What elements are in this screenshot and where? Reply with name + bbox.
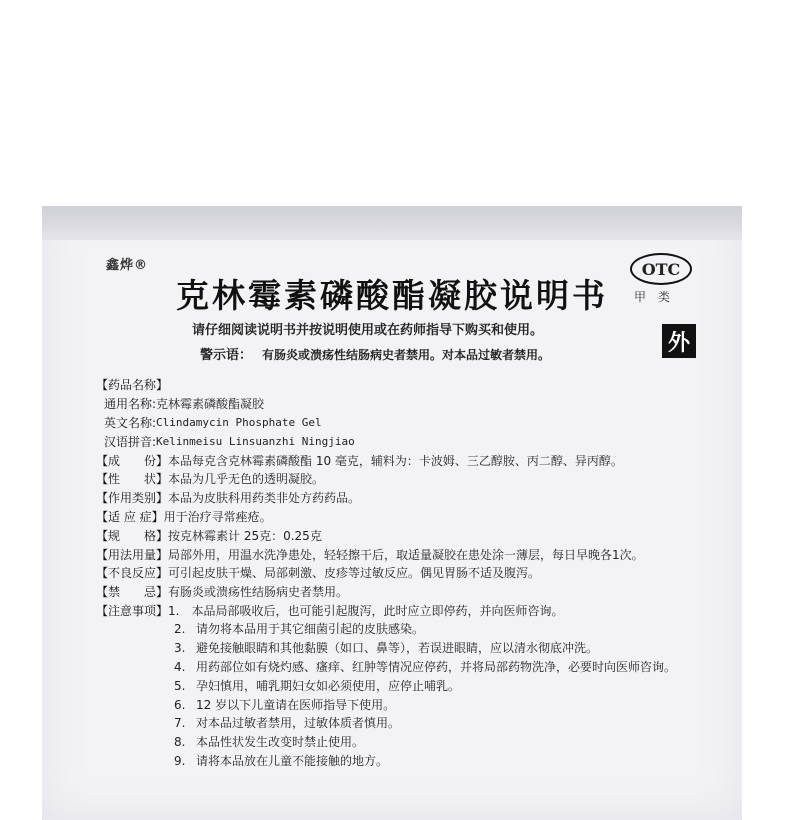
info-label: 【禁 忌】	[96, 585, 169, 600]
info-label: 通用名称:	[104, 397, 157, 412]
precaution-item	[174, 639, 736, 658]
info-row	[96, 564, 736, 583]
precaution-item	[174, 752, 736, 771]
document-title: 克林霉素磷酸酯凝胶说明书	[176, 276, 608, 315]
info-value: 可引起皮肤干燥、局部刺激、皮疹等过敏反应。偶见胃肠不适及腹泻。	[168, 566, 541, 581]
warning-label: 警示语：	[200, 348, 253, 363]
precaution-item	[174, 658, 736, 677]
info-row	[96, 395, 736, 414]
info-label: 【药品名称】	[96, 378, 169, 393]
precaution-item	[174, 677, 736, 696]
info-value: 按克林霉素计 25克：0.25克	[168, 528, 322, 543]
info-value: 有肠炎或溃疡性结肠病史者禁用。	[168, 585, 349, 600]
precaution-text: 对本品过敏者禁用，过敏体质者慎用。	[196, 716, 401, 731]
precaution-item	[174, 714, 736, 733]
warning-text: 有肠炎或溃疡性结肠病史者禁用。对本品过敏者禁用。	[262, 348, 551, 362]
info-row	[96, 602, 736, 621]
precaution-text: 请将本品放在儿童不能接触的地方。	[196, 753, 389, 768]
precaution-text: 本品性状发生改变时禁止使用。	[196, 735, 365, 750]
info-label: 【不良反应】	[96, 566, 169, 581]
info-value: Clindamycin Phosphate Gel	[156, 415, 322, 429]
info-label: 【用法用量】	[96, 547, 169, 562]
package-top-strip	[42, 206, 742, 240]
precaution-number: 8.	[174, 735, 186, 750]
info-row	[96, 545, 736, 564]
info-label: 【适 应 症】	[96, 509, 164, 524]
info-row	[96, 376, 736, 395]
info-row	[96, 451, 736, 470]
precaution-item	[174, 733, 736, 752]
precaution-text: 用药部位如有烧灼感、瘙痒、红肿等情况应停药，并将局部药物洗净，必要时向医师咨询。	[196, 659, 677, 674]
info-value: 用于治疗寻常痤疮。	[163, 509, 272, 524]
info-row	[96, 432, 736, 451]
info-value: 1. 本品局部吸收后，也可能引起腹泻，此时应立即停药，并向医师咨询。	[168, 603, 564, 618]
info-value: 本品为皮肤科用药类非处方药药品。	[168, 491, 361, 506]
info-row	[96, 470, 736, 489]
info-value: 局部外用，用温水洗净患处，轻轻擦干后，取适量凝胶在患处涂一薄层，每日早晚各1次。	[168, 547, 644, 562]
info-value: 本品每克含克林霉素磷酸酯 10 毫克，辅料为：卡波姆、三乙醇胺、丙二醇、异丙醇。	[168, 453, 623, 468]
info-label: 【注意事项】	[96, 603, 169, 618]
precautions-list	[174, 620, 736, 770]
info-label: 英文名称:	[104, 415, 157, 430]
info-value: 本品为几乎无色的透明凝胶。	[168, 472, 325, 487]
info-value: Kelinmeisu Linsuanzhi Ningjiao	[156, 434, 355, 448]
info-row	[96, 489, 736, 508]
warning-line	[200, 344, 550, 363]
drug-info-list	[96, 376, 736, 771]
usage-notice: 请仔细阅读说明书并按说明使用或在药师指导下购买和使用。	[192, 323, 544, 338]
external-use-badge: 外	[662, 324, 696, 358]
precaution-text: 12 岁以下儿童请在医师指导下使用。	[196, 697, 396, 712]
brand-logo: 鑫烨®	[106, 258, 149, 273]
precaution-item	[174, 620, 736, 639]
precaution-number: 7.	[174, 716, 186, 731]
precaution-number: 2.	[174, 622, 186, 637]
precaution-text: 孕妇慎用，哺乳期妇女如必须使用，应停止哺乳。	[196, 678, 461, 693]
info-row	[96, 526, 736, 545]
info-label: 【规 格】	[96, 528, 169, 543]
info-label: 汉语拼音:	[104, 434, 157, 449]
info-row	[96, 583, 736, 602]
precaution-number: 9.	[174, 753, 186, 768]
info-value: 克林霉素磷酸酯凝胶	[156, 397, 265, 412]
info-label: 【性 状】	[96, 472, 169, 487]
precaution-item	[174, 696, 736, 715]
precaution-number: 4.	[174, 659, 186, 674]
precaution-number: 5.	[174, 678, 186, 693]
precaution-number: 3.	[174, 641, 186, 656]
precaution-number: 6.	[174, 697, 186, 712]
info-label: 【成 份】	[96, 453, 169, 468]
otc-class-label: 甲类	[634, 290, 683, 304]
info-row	[96, 414, 736, 433]
instruction-sheet	[42, 206, 742, 820]
info-row	[96, 508, 736, 527]
precaution-text: 避免接触眼睛和其他黏膜（如口、鼻等），若误进眼睛，应以清水彻底冲洗。	[196, 641, 599, 656]
precaution-text: 请勿将本品用于其它细菌引起的皮肤感染。	[196, 622, 425, 637]
otc-badge: OTC	[630, 253, 692, 285]
info-label: 【作用类别】	[96, 491, 169, 506]
